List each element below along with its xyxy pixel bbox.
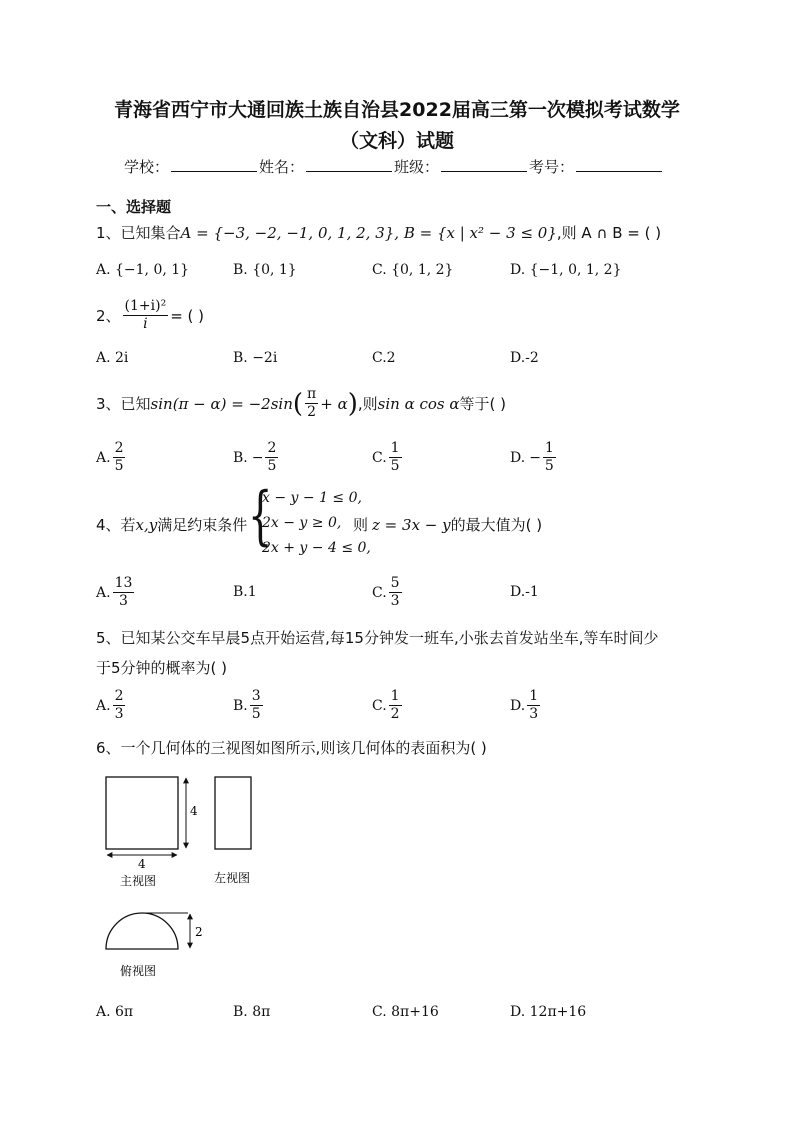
- q6-option-d: D. 12π+16: [510, 1004, 587, 1020]
- q4-option-d: D.-1: [510, 584, 539, 600]
- q3-expression: sin α cos α: [377, 394, 460, 413]
- q4-constraint-1: x − y − 1 ≤ 0,: [262, 490, 362, 506]
- q4-constraint-2: 2x − y ≥ 0,: [262, 515, 342, 531]
- q1-option-d: D. {−1, 0, 1, 2}: [510, 262, 622, 278]
- three-view-figure: [96, 765, 296, 985]
- school-blank[interactable]: [171, 157, 257, 172]
- question-4-tail: 则 z = 3x − y的最大值为( ): [353, 516, 543, 534]
- q2-option-b: B. −2i: [233, 350, 278, 366]
- q1-option-c: C. {0, 1, 2}: [372, 262, 454, 278]
- q5-option-c: C. $\frac{1}{2}$: [372, 688, 400, 722]
- q1-set-a: A = {−3, −2, −1, 0, 1, 2, 3}: [180, 224, 395, 242]
- q1-set-b: , B = {x | x² − 3 ≤ 0}: [394, 224, 557, 242]
- class-blank[interactable]: [441, 157, 527, 172]
- q2-option-c: C.2: [372, 350, 396, 366]
- question-1: [96, 222, 661, 243]
- q5-option-b: B. $\frac{3}{5}$: [233, 688, 261, 722]
- q4-brace: {: [248, 479, 273, 553]
- page-title-line2: （文科）试题: [339, 130, 454, 152]
- q3-fraction: $\frac{\pi}{2}$: [307, 386, 317, 420]
- q4-option-c: C. $\frac{5}{3}$: [372, 575, 400, 609]
- question-4-lead: 4、若x,y满足约束条件: [96, 516, 248, 534]
- q3-equation: sin(π − α) = −2sin: [150, 394, 293, 413]
- class-label: 班级：: [394, 158, 440, 176]
- left-view-label: 左视图: [214, 871, 251, 885]
- number-label: 考号：: [529, 158, 575, 176]
- question-2: [96, 298, 204, 333]
- q4-option-b: B.1: [233, 584, 257, 600]
- section-heading: 一、选择题: [96, 198, 172, 216]
- name-label: 姓名：: [259, 158, 305, 176]
- page-title-line1: 青海省西宁市大通回族土族自治县2022届高三第一次模拟考试数学: [114, 99, 680, 121]
- q1-suffix: ,则 A ∩ B = ( ): [556, 224, 662, 242]
- q4-option-a: A. $\frac{13}{3}$: [96, 575, 133, 609]
- q6-option-a: A. 6π: [96, 1004, 134, 1020]
- q6-option-b: B. 8π: [233, 1004, 271, 1020]
- front-view-label: 主视图: [120, 874, 157, 888]
- q4-constraint-3: 2x + y − 4 ≤ 0,: [262, 540, 371, 556]
- question-3: 3、已知 sin(π − α) = −2sin ( $\frac{\pi}{2}$ + α ) ,则 sin α cos α 等于( ): [96, 386, 506, 420]
- q4-objective: z = 3x − y: [372, 516, 451, 534]
- q3-option-d: D. − $\frac{1}{5}$: [510, 440, 554, 474]
- q2-suffix: = ( ): [170, 306, 205, 325]
- question-5-line2: 于5分钟的概率为( ): [96, 659, 228, 677]
- q2-prefix: 2、: [96, 307, 121, 325]
- q2-option-d: D.-2: [510, 350, 539, 366]
- left-view-rect: [215, 777, 251, 849]
- top-view-semicircle: [106, 913, 178, 949]
- dim-height-label: 4: [190, 804, 198, 818]
- q2-fraction: $\frac{\text{(1+i)²}}{i}$: [124, 298, 167, 332]
- q5-option-d: D. $\frac{1}{3}$: [510, 688, 539, 722]
- dim-width-label: 4: [138, 857, 146, 871]
- number-blank[interactable]: [576, 157, 662, 172]
- q3-option-c: C. $\frac{1}{5}$: [372, 440, 400, 474]
- q3-option-b: B. − $\frac{2}{5}$: [233, 440, 277, 474]
- q3-prefix: 3、已知: [96, 395, 151, 413]
- info-line: [124, 156, 664, 177]
- q1-option-a: A. {−1, 0, 1}: [96, 262, 190, 278]
- q2-option-a: A. 2i: [96, 350, 129, 366]
- dim-depth-label: 2: [195, 925, 203, 939]
- q1-option-b: B. {0, 1}: [233, 262, 297, 278]
- q6-option-c: C. 8π+16: [372, 1004, 439, 1020]
- q3-option-a: A. $\frac{2}{5}$: [96, 440, 124, 474]
- q5-option-a: A. $\frac{2}{3}$: [96, 688, 124, 722]
- q1-prefix: 1、已知集合: [96, 224, 181, 242]
- question-5-line1: 5、已知某公交车早晨5点开始运营,每15分钟发一班车,小张去首发站坐车,等车时间少: [96, 629, 659, 647]
- top-view-label: 俯视图: [120, 964, 157, 978]
- q4-vars: x,y: [135, 516, 158, 534]
- name-blank[interactable]: [306, 157, 392, 172]
- front-view-square: [106, 777, 178, 849]
- question-6: 6、一个几何体的三视图如图所示,则该几何体的表面积为( ): [96, 739, 487, 757]
- school-label: 学校：: [124, 158, 170, 176]
